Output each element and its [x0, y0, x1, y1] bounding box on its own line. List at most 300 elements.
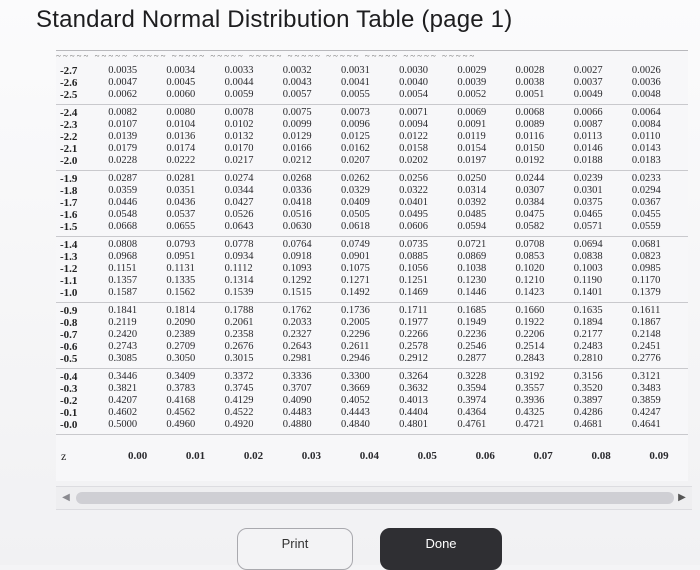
probability-cell: 0.0026	[631, 65, 661, 76]
probability-cell: 0.0287	[108, 173, 138, 184]
probability-cell: 0.0039	[457, 77, 487, 88]
probability-cell: 0.1660	[515, 305, 545, 316]
z-value-cell: -1.1	[60, 275, 78, 287]
row-group	[56, 369, 688, 435]
probability-cell: 0.4090	[282, 395, 312, 406]
probability-cell: 0.0618	[340, 221, 370, 232]
probability-cell: 0.0082	[108, 107, 138, 118]
probability-cell: 0.0104	[166, 119, 196, 130]
table-row	[56, 209, 688, 221]
probability-cell: 0.0089	[515, 119, 545, 130]
probability-cell: 0.1685	[457, 305, 487, 316]
probability-cell: 0.2877	[457, 353, 487, 364]
probability-cell: 0.5000	[108, 419, 138, 430]
probability-cell: 0.3336	[282, 371, 312, 382]
column-header: 0.06	[475, 450, 495, 462]
probability-cell: 0.1210	[515, 275, 545, 286]
z-column-header: z	[61, 449, 67, 463]
z-value-cell: -1.2	[60, 263, 78, 275]
probability-cell: 0.0301	[573, 185, 603, 196]
probability-cell: 0.0080	[166, 107, 196, 118]
probability-cell: 0.3936	[515, 395, 545, 406]
probability-cell: 0.0057	[282, 89, 312, 100]
z-value-cell: -2.5	[60, 89, 78, 101]
probability-cell: 0.0183	[631, 155, 661, 166]
probability-cell: 0.0281	[166, 173, 196, 184]
probability-cell: 0.0262	[340, 173, 370, 184]
probability-cell: 0.0034	[166, 65, 196, 76]
probability-cell: 0.1292	[282, 275, 312, 286]
probability-cell: 0.2358	[224, 329, 254, 340]
probability-cell: 0.0222	[166, 155, 196, 166]
probability-cell: 0.2033	[282, 317, 312, 328]
probability-cell: 0.0113	[573, 131, 603, 142]
probability-cell: 0.1271	[340, 275, 370, 286]
probability-cell: 0.2843	[515, 353, 545, 364]
probability-cell: 0.0808	[108, 239, 138, 250]
probability-cell: 0.0051	[515, 89, 545, 100]
probability-cell: 0.0233	[631, 173, 661, 184]
z-value-cell: -1.8	[60, 185, 78, 197]
probability-cell: 0.0073	[340, 107, 370, 118]
probability-cell: 0.0091	[457, 119, 487, 130]
probability-cell: 0.4286	[573, 407, 603, 418]
probability-cell: 0.3821	[108, 383, 138, 394]
probability-cell: 0.0036	[631, 77, 661, 88]
table-row	[56, 77, 688, 89]
probability-cell: 0.0060	[166, 89, 196, 100]
probability-cell: 0.1357	[108, 275, 138, 286]
column-header: 0.01	[185, 450, 206, 462]
table-row	[56, 275, 688, 287]
table-row	[56, 317, 688, 329]
probability-cell: 0.0197	[457, 155, 487, 166]
probability-cell: 0.4404	[399, 407, 428, 418]
probability-cell: 0.1469	[399, 287, 428, 298]
probability-cell: 0.0031	[340, 65, 370, 76]
probability-cell: 0.4681	[573, 419, 603, 430]
probability-cell: 0.0052	[457, 89, 487, 100]
probability-cell: 0.0044	[224, 77, 254, 88]
probability-cell: 0.0606	[399, 221, 428, 232]
probability-cell: 0.4483	[282, 407, 312, 418]
probability-cell: 0.0367	[631, 197, 661, 208]
column-header: 0.05	[417, 450, 437, 462]
probability-cell: 0.1379	[631, 287, 661, 298]
probability-cell: 0.0049	[573, 89, 603, 100]
table-row	[56, 353, 688, 365]
probability-cell: 0.0143	[631, 143, 661, 154]
probability-cell: 0.1867	[631, 317, 661, 328]
probability-cell: 0.0918	[282, 251, 312, 262]
probability-cell: 0.2061	[224, 317, 254, 328]
probability-cell: 0.1736	[340, 305, 370, 316]
probability-cell: 0.0548	[108, 209, 138, 220]
probability-cell: 0.0075	[282, 107, 312, 118]
probability-cell: 0.0681	[631, 239, 661, 250]
probability-cell: 0.0838	[573, 251, 603, 262]
probability-cell: 0.2810	[573, 353, 603, 364]
table-row	[56, 65, 688, 77]
probability-cell: 0.0655	[166, 221, 196, 232]
probability-cell: 0.1003	[573, 263, 603, 274]
probability-cell: 0.0033	[224, 65, 254, 76]
probability-cell: 0.3520	[573, 383, 603, 394]
probability-cell: 0.0869	[457, 251, 487, 262]
z-value-cell: -2.3	[60, 119, 78, 131]
column-header: 0.02	[243, 450, 264, 462]
probability-cell: 0.2236	[457, 329, 487, 340]
z-value-cell: -1.9	[60, 173, 78, 185]
z-value-cell: -0.2	[60, 395, 78, 407]
probability-cell: 0.4168	[166, 395, 196, 406]
probability-cell: 0.1587	[108, 287, 138, 298]
probability-cell: 0.1038	[457, 263, 487, 274]
probability-cell: 0.0048	[631, 89, 661, 100]
probability-cell: 0.2119	[108, 317, 137, 328]
probability-cell: 0.4880	[282, 419, 312, 430]
column-header: 0.03	[301, 450, 322, 462]
probability-cell: 0.0329	[340, 185, 370, 196]
probability-cell: 0.2709	[166, 341, 196, 352]
table-row	[56, 263, 688, 275]
probability-cell: 0.3897	[573, 395, 603, 406]
probability-cell: 0.0094	[399, 119, 428, 130]
probability-cell: 0.2206	[515, 329, 545, 340]
probability-cell: 0.1711	[399, 305, 428, 316]
probability-cell: 0.0239	[573, 173, 603, 184]
probability-cell: 0.3372	[224, 371, 254, 382]
probability-cell: 0.0764	[282, 239, 312, 250]
probability-cell: 0.0495	[399, 209, 428, 220]
probability-cell: 0.0146	[573, 143, 603, 154]
table-row	[56, 383, 688, 395]
column-header: 0.07	[533, 450, 553, 462]
probability-cell: 0.0099	[282, 119, 312, 130]
probability-cell: 0.0032	[282, 65, 312, 76]
probability-cell: 0.0188	[573, 155, 603, 166]
probability-cell: 0.1075	[340, 263, 370, 274]
scroll-right-icon[interactable]: ▶	[678, 492, 686, 503]
row-group	[56, 237, 688, 303]
probability-cell: 0.2643	[282, 341, 312, 352]
probability-cell: 0.0455	[631, 209, 661, 220]
table-grid	[56, 63, 688, 471]
horizontal-scrollbar[interactable]	[56, 486, 692, 510]
probability-cell: 0.0721	[457, 239, 487, 250]
table-row	[56, 287, 688, 299]
probability-cell: 0.1190	[573, 275, 603, 286]
probability-cell: 0.0170	[224, 143, 254, 154]
probability-cell: 0.0853	[515, 251, 545, 262]
probability-cell: 0.3745	[224, 383, 254, 394]
probability-cell: 0.0228	[108, 155, 138, 166]
probability-cell: 0.0035	[108, 65, 138, 76]
probability-cell: 0.4602	[108, 407, 138, 418]
probability-cell: 0.0125	[340, 131, 370, 142]
probability-cell: 0.0066	[573, 107, 603, 118]
probability-cell: 0.0062	[108, 89, 138, 100]
table-row	[56, 197, 688, 209]
probability-cell: 0.0040	[399, 77, 428, 88]
probability-cell: 0.2578	[399, 341, 428, 352]
probability-cell: 0.1814	[166, 305, 196, 316]
probability-cell: 0.0409	[340, 197, 370, 208]
probability-cell: 0.0749	[340, 239, 370, 250]
probability-cell: 0.3594	[457, 383, 487, 394]
probability-cell: 0.0064	[631, 107, 661, 118]
probability-cell: 0.0344	[224, 185, 254, 196]
probability-cell: 0.0427	[224, 197, 254, 208]
probability-cell: 0.1112	[224, 263, 253, 274]
probability-cell: 0.0244	[515, 173, 545, 184]
table-row	[56, 221, 688, 233]
probability-cell: 0.0110	[631, 131, 661, 142]
table-row	[56, 143, 688, 155]
scrollbar-thumb[interactable]	[76, 492, 674, 504]
z-value-cell: -0.9	[60, 305, 78, 317]
probability-cell: 0.0154	[457, 143, 487, 154]
probability-cell: 0.0571	[573, 221, 603, 232]
probability-cell: 0.0778	[224, 239, 254, 250]
probability-cell: 0.0102	[224, 119, 254, 130]
probability-cell: 0.0436	[166, 197, 196, 208]
probability-cell: 0.4801	[399, 419, 428, 430]
probability-cell: 0.0968	[108, 251, 138, 262]
print-button[interactable]: Print	[237, 528, 353, 570]
table-row	[56, 407, 688, 419]
probability-cell: 0.0314	[457, 185, 487, 196]
probability-cell: 0.0630	[282, 221, 312, 232]
probability-cell: 0.0202	[399, 155, 428, 166]
probability-cell: 0.0708	[515, 239, 545, 250]
probability-cell: 0.2148	[631, 329, 661, 340]
probability-cell: 0.4052	[340, 395, 370, 406]
probability-cell: 0.3669	[340, 383, 370, 394]
probability-cell: 0.0158	[399, 143, 428, 154]
table-row	[56, 371, 688, 383]
z-value-cell: -2.2	[60, 131, 78, 143]
table-row	[56, 239, 688, 251]
probability-cell: 0.1093	[282, 263, 312, 274]
probability-cell: 0.0885	[399, 251, 428, 262]
probability-cell: 0.0336	[282, 185, 312, 196]
probability-cell: 0.2611	[340, 341, 370, 352]
probability-cell: 0.2389	[166, 329, 196, 340]
probability-cell: 0.2946	[340, 353, 370, 364]
probability-cell: 0.0582	[515, 221, 545, 232]
probability-cell: 0.4761	[457, 419, 487, 430]
table-row	[56, 119, 688, 131]
probability-cell: 0.0192	[515, 155, 545, 166]
probability-cell: 0.0594	[457, 221, 487, 232]
scroll-left-icon[interactable]: ◀	[62, 492, 70, 503]
probability-cell: 0.4641	[631, 419, 661, 430]
probability-cell: 0.0418	[282, 197, 312, 208]
probability-cell: 0.0054	[399, 89, 428, 100]
table-row	[56, 89, 688, 101]
probability-cell: 0.3859	[631, 395, 661, 406]
probability-cell: 0.4364	[457, 407, 487, 418]
probability-cell: 0.1446	[457, 287, 487, 298]
probability-cell: 0.0217	[224, 155, 254, 166]
probability-cell: 0.1423	[515, 287, 545, 298]
probability-cell: 0.0038	[515, 77, 545, 88]
probability-cell: 0.0526	[224, 209, 254, 220]
probability-cell: 0.2296	[340, 329, 370, 340]
probability-cell: 0.4013	[399, 395, 428, 406]
probability-cell: 0.3050	[166, 353, 196, 364]
z-value-cell: -0.1	[60, 407, 78, 419]
probability-cell: 0.1515	[282, 287, 312, 298]
probability-cell: 0.0150	[515, 143, 545, 154]
probability-cell: 0.0446	[108, 197, 138, 208]
probability-cell: 0.3783	[166, 383, 196, 394]
probability-cell: 0.3085	[108, 353, 138, 364]
probability-cell: 0.0359	[108, 185, 138, 196]
probability-cell: 0.0735	[399, 239, 428, 250]
z-value-cell: -2.0	[60, 155, 78, 167]
probability-cell: 0.2420	[108, 329, 138, 340]
probability-cell: 0.0212	[282, 155, 312, 166]
table-row	[56, 329, 688, 341]
probability-cell: 0.0122	[399, 131, 428, 142]
probability-cell: 0.3156	[573, 371, 603, 382]
probability-cell: 0.0485	[457, 209, 487, 220]
probability-cell: 0.1151	[108, 263, 137, 274]
probability-cell: 0.0166	[282, 143, 312, 154]
probability-cell: 0.0028	[515, 65, 545, 76]
probability-cell: 0.0793	[166, 239, 196, 250]
z-value-cell: -0.3	[60, 383, 78, 395]
probability-cell: 0.2090	[166, 317, 196, 328]
probability-cell: 0.4562	[166, 407, 196, 418]
column-header: 0.08	[591, 450, 611, 462]
z-value-cell: -2.7	[60, 65, 78, 77]
probability-cell: 0.2266	[399, 329, 428, 340]
probability-cell: 0.1492	[340, 287, 370, 298]
probability-cell: 0.0384	[515, 197, 545, 208]
probability-cell: 0.1762	[282, 305, 312, 316]
z-value-cell: -0.4	[60, 371, 78, 383]
z-value-cell: -2.6	[60, 77, 78, 89]
probability-cell: 0.0256	[399, 173, 428, 184]
probability-cell: 0.2451	[631, 341, 661, 352]
z-value-cell: -0.6	[60, 341, 78, 353]
probability-cell: 0.0643	[224, 221, 254, 232]
probability-cell: 0.3632	[399, 383, 428, 394]
probability-cell: 0.3409	[166, 371, 196, 382]
table-row	[56, 131, 688, 143]
table-row	[56, 395, 688, 407]
probability-cell: 0.0694	[573, 239, 603, 250]
probability-cell: 0.2981	[282, 353, 312, 364]
z-value-cell: -1.3	[60, 251, 78, 263]
z-value-cell: -0.0	[60, 419, 78, 431]
table-row	[56, 419, 688, 431]
probability-cell: 0.2776	[631, 353, 661, 364]
probability-cell: 0.4960	[166, 419, 196, 430]
probability-cell: 0.1562	[166, 287, 196, 298]
probability-cell: 0.0055	[340, 89, 370, 100]
probability-cell: 0.0537	[166, 209, 196, 220]
z-value-cell: -0.5	[60, 353, 78, 365]
probability-cell: 0.2177	[573, 329, 603, 340]
z-value-cell: -0.8	[60, 317, 78, 329]
probability-cell: 0.1635	[573, 305, 603, 316]
probability-cell: 0.1949	[457, 317, 487, 328]
probability-cell: 0.0069	[457, 107, 487, 118]
probability-cell: 0.2514	[515, 341, 545, 352]
probability-cell: 0.0559	[631, 221, 661, 232]
probability-cell: 0.1788	[224, 305, 254, 316]
probability-cell: 0.0119	[457, 131, 486, 142]
probability-cell: 0.0505	[340, 209, 370, 220]
done-button[interactable]: Done	[380, 528, 502, 570]
column-header: 0.09	[649, 450, 669, 462]
probability-cell: 0.2005	[340, 317, 370, 328]
probability-cell: 0.0516	[282, 209, 312, 220]
probability-cell: 0.3483	[631, 383, 661, 394]
probability-cell: 0.0934	[224, 251, 254, 262]
probability-cell: 0.1314	[224, 275, 254, 286]
probability-cell: 0.1841	[108, 305, 138, 316]
table-row	[56, 173, 688, 185]
probability-cell: 0.0351	[166, 185, 196, 196]
probability-cell: 0.0071	[399, 107, 428, 118]
probability-cell: 0.0307	[515, 185, 545, 196]
probability-cell: 0.0107	[108, 119, 138, 130]
z-value-cell: -1.4	[60, 239, 78, 251]
probability-cell: 0.0047	[108, 77, 138, 88]
probability-cell: 0.3121	[631, 371, 661, 382]
probability-cell: 0.0087	[573, 119, 603, 130]
probability-cell: 0.0029	[457, 65, 487, 76]
probability-cell: 0.3300	[340, 371, 370, 382]
probability-cell: 0.0068	[515, 107, 545, 118]
probability-cell: 0.0139	[108, 131, 138, 142]
probability-cell: 0.3228	[457, 371, 487, 382]
probability-cell: 0.3446	[108, 371, 138, 382]
probability-cell: 0.0823	[631, 251, 661, 262]
probability-cell: 0.0129	[282, 131, 312, 142]
probability-cell: 0.1056	[399, 263, 428, 274]
probability-cell: 0.2546	[457, 341, 487, 352]
probability-cell: 0.4721	[515, 419, 545, 430]
torn-header-edge: ~~~~~ ~~~~~ ~~~~~ ~~~~~ ~~~~~ ~~~~~ ~~~~~ ~~~~~ ~~~~~ ~~~~~ ~~~~~	[56, 51, 477, 61]
probability-cell: 0.2327	[282, 329, 312, 340]
probability-cell: 0.0179	[108, 143, 138, 154]
probability-cell: 0.3974	[457, 395, 487, 406]
probability-cell: 0.2912	[399, 353, 428, 364]
probability-cell: 0.0294	[631, 185, 661, 196]
probability-cell: 0.0084	[631, 119, 661, 130]
probability-cell: 0.0207	[340, 155, 370, 166]
probability-cell: 0.4247	[631, 407, 661, 418]
probability-cell: 0.4129	[224, 395, 254, 406]
probability-cell: 0.2743	[108, 341, 138, 352]
probability-cell: 0.0375	[573, 197, 603, 208]
probability-cell: 0.1335	[166, 275, 196, 286]
row-group	[56, 171, 688, 237]
row-group	[56, 63, 688, 105]
probability-cell: 0.0045	[166, 77, 196, 88]
probability-cell: 0.0059	[224, 89, 254, 100]
column-header: 0.00	[127, 450, 148, 462]
probability-cell: 0.0162	[340, 143, 370, 154]
probability-cell: 0.0043	[282, 77, 312, 88]
probability-cell: 0.0322	[399, 185, 428, 196]
